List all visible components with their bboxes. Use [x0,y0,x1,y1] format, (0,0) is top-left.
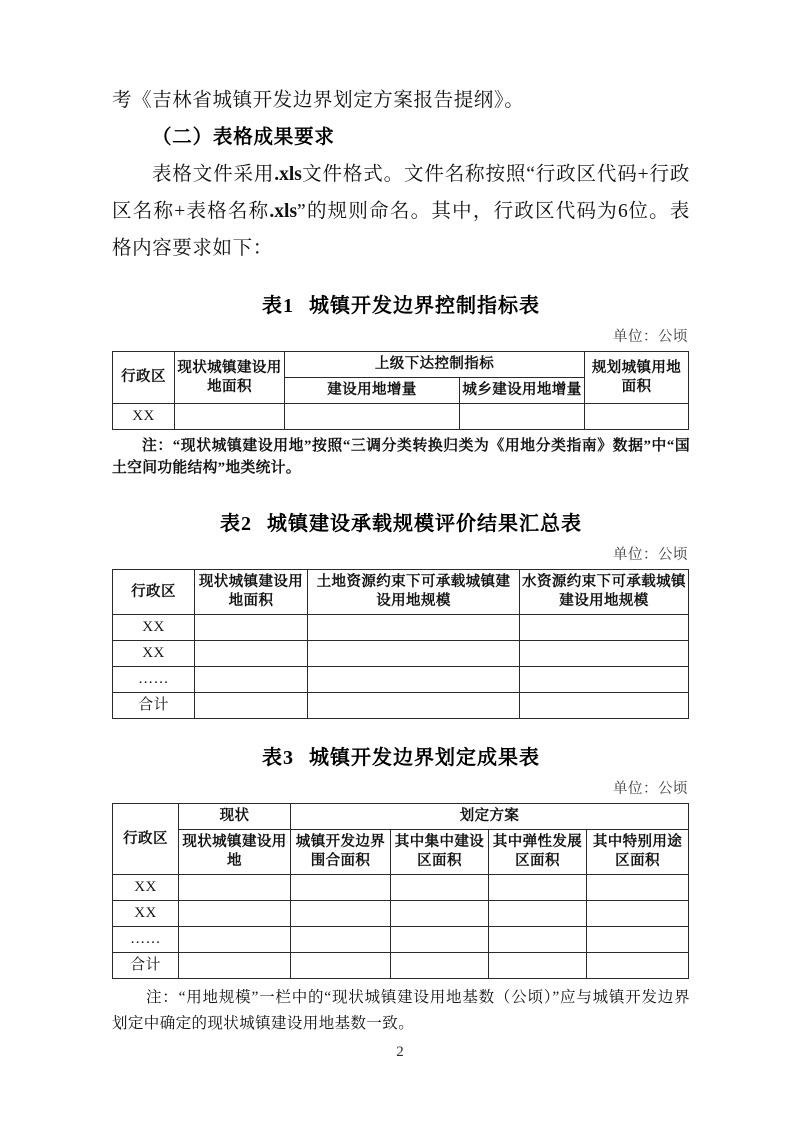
table-1-number: 1 [283,295,293,317]
table-1-title [112,291,690,321]
table-3-note: 注：“用地规模”一栏中的“现状城镇建设用地基数（公顷）”应与城镇开发边界划定中确定的现状城镇建设用地基数一致。 [112,989,690,1032]
table-3-row-1-cell-2[interactable] [391,901,489,927]
table-1-row-0-cell-0[interactable] [175,404,285,430]
table-1-header-urban-rural-increment: 城乡建设用地增量 [460,378,585,404]
table-row [113,641,689,667]
table-3-row-3-cell-1[interactable] [291,953,391,979]
table-3-row-1-cell-4[interactable] [587,901,689,927]
body-text-part4: 位。表格内容要求如下： [112,201,690,259]
table-2-row-3-cell-1[interactable] [308,693,520,719]
table-3-header-special-area: 其中特别用途区面积 [587,830,689,875]
table-3-row-1-region: XX [113,901,179,927]
table-1-label: 表 [262,295,283,317]
table-2 [112,569,689,719]
body-text-part1: 表格文件采用 [152,164,275,185]
table-2-row-2-region: …… [113,667,195,693]
table-3-row-0-cell-3[interactable] [489,875,587,901]
table-3-row-1-cell-3[interactable] [489,901,587,927]
table-3-row-2-cell-2[interactable] [391,927,489,953]
table-3-row-0-cell-1[interactable] [291,875,391,901]
table-3-row-3-cell-4[interactable] [587,953,689,979]
table-3-header-group-plan: 划定方案 [291,804,689,830]
table-3-title-text: 城镇开发边界划定成果表 [309,747,540,769]
table-2-row-3-cell-0[interactable] [195,693,308,719]
page-content [112,82,690,1037]
table-3-number: 3 [283,747,293,769]
table-1-header-existing-area: 现状城镇建设用地面积 [175,352,285,404]
page-number: 2 [396,1044,404,1060]
table-row-header-top [113,804,689,830]
table-row [113,901,689,927]
table-3-row-1-cell-0[interactable] [179,901,291,927]
table-3 [112,803,689,979]
table-2-row-0-cell-2[interactable] [520,615,689,641]
table-2-label: 表 [220,513,241,535]
table-1-header-construction-increment: 建设用地增量 [285,378,460,404]
table-1-unit: 单位：公顷 [613,329,688,345]
table-row [113,667,689,693]
table-2-row-1-cell-1[interactable] [308,641,520,667]
body-xls-second: .xls [269,201,298,222]
table-row [113,875,689,901]
table-3-header-boundary-area: 城镇开发边界围合面积 [291,830,391,875]
table-3-header-concentrated-area: 其中集中建设区面积 [391,830,489,875]
table-row-total [113,693,689,719]
table-1 [112,351,689,430]
table-1-title-text: 城镇开发边界控制指标表 [309,295,540,317]
table-3-row-2-region: …… [113,927,179,953]
table-3-header-elastic-area: 其中弹性发展区面积 [489,830,587,875]
table-row-header-top [113,352,689,378]
table-2-row-3-region: 合计 [113,693,195,719]
table-1-row-0-cell-2[interactable] [460,404,585,430]
table-2-header-region: 行政区 [113,570,195,615]
table-3-row-0-cell-0[interactable] [179,875,291,901]
table-1-header-group-upper: 上级下达控制指标 [285,352,585,378]
table-2-header-water-resource-capacity: 水资源约束下可承载城镇建设用地规模 [520,570,689,615]
table-1-row-0-region: XX [113,404,175,430]
table-row-total [113,953,689,979]
table-3-row-0-region: XX [113,875,179,901]
table-2-row-2-cell-0[interactable] [195,667,308,693]
table-2-unit: 单位：公顷 [613,547,688,563]
table-2-number: 2 [241,513,251,535]
table-row [113,404,689,430]
table-3-header-group-existing: 现状 [179,804,291,830]
table-3-header-existing-land: 现状城镇建设用地 [179,830,291,875]
table-2-row-3-cell-2[interactable] [520,693,689,719]
table-2-header-existing-area: 现状城镇建设用地面积 [195,570,308,615]
table-2-row-0-cell-1[interactable] [308,615,520,641]
table-3-row-3-cell-2[interactable] [391,953,489,979]
table-2-title [112,509,690,539]
table-1-row-0-cell-1[interactable] [285,404,460,430]
table-3-row-0-cell-4[interactable] [587,875,689,901]
table-3-row-3-region: 合计 [113,953,179,979]
table-3-row-2-cell-3[interactable] [489,927,587,953]
table-row [113,927,689,953]
table-2-title-text: 城镇建设承载规模评价结果汇总表 [267,513,582,535]
table-1-note: 注：“现状城镇建设用地”按照“三调分类转换归类为《用地分类指南》数据”中“国土空间功能结构”地类统计。 [112,438,690,476]
table-3-row-2-cell-0[interactable] [179,927,291,953]
table-2-header-land-resource-capacity: 土地资源约束下可承载城镇建设用地规模 [308,570,520,615]
body-digit-count: 6 [618,201,628,222]
table-row-header-sub [113,830,689,875]
table-3-row-1-cell-1[interactable] [291,901,391,927]
table-1-header-planned-area: 规划城镇用地面积 [585,352,689,404]
table-2-row-1-cell-2[interactable] [520,641,689,667]
table-3-label: 表 [262,747,283,769]
table-2-row-1-cell-0[interactable] [195,641,308,667]
table-1-row-0-cell-3[interactable] [585,404,689,430]
table-row-header [113,570,689,615]
body-xls-first: .xls [274,164,302,185]
table-3-title [112,743,690,773]
table-3-unit: 单位：公顷 [613,781,688,797]
table-2-row-2-cell-1[interactable] [308,667,520,693]
table-2-row-2-cell-2[interactable] [520,667,689,693]
table-3-row-3-cell-3[interactable] [489,953,587,979]
table-2-row-1-region: XX [113,641,195,667]
table-3-row-2-cell-1[interactable] [291,927,391,953]
table-row [113,615,689,641]
table-2-row-0-region: XX [113,615,195,641]
body-text-part3: ”的规则命名。其中，行政区代码为 [297,201,619,222]
body-text-part2: 文件格式。文件名称按照“行政区代码+行政区名称+表格名称 [112,164,690,222]
section-heading: （二）表格成果要求 [152,127,335,148]
paragraph-body [112,156,690,267]
table-3-header-region: 行政区 [113,804,179,875]
table-3-row-2-cell-4[interactable] [587,927,689,953]
table-3-row-3-cell-0[interactable] [179,953,291,979]
paragraph-continuation: 考《吉林省城镇开发边界划定方案报告提纲》。 [112,90,525,111]
table-2-row-0-cell-0[interactable] [195,615,308,641]
table-1-header-region: 行政区 [113,352,175,404]
table-3-row-0-cell-2[interactable] [391,875,489,901]
